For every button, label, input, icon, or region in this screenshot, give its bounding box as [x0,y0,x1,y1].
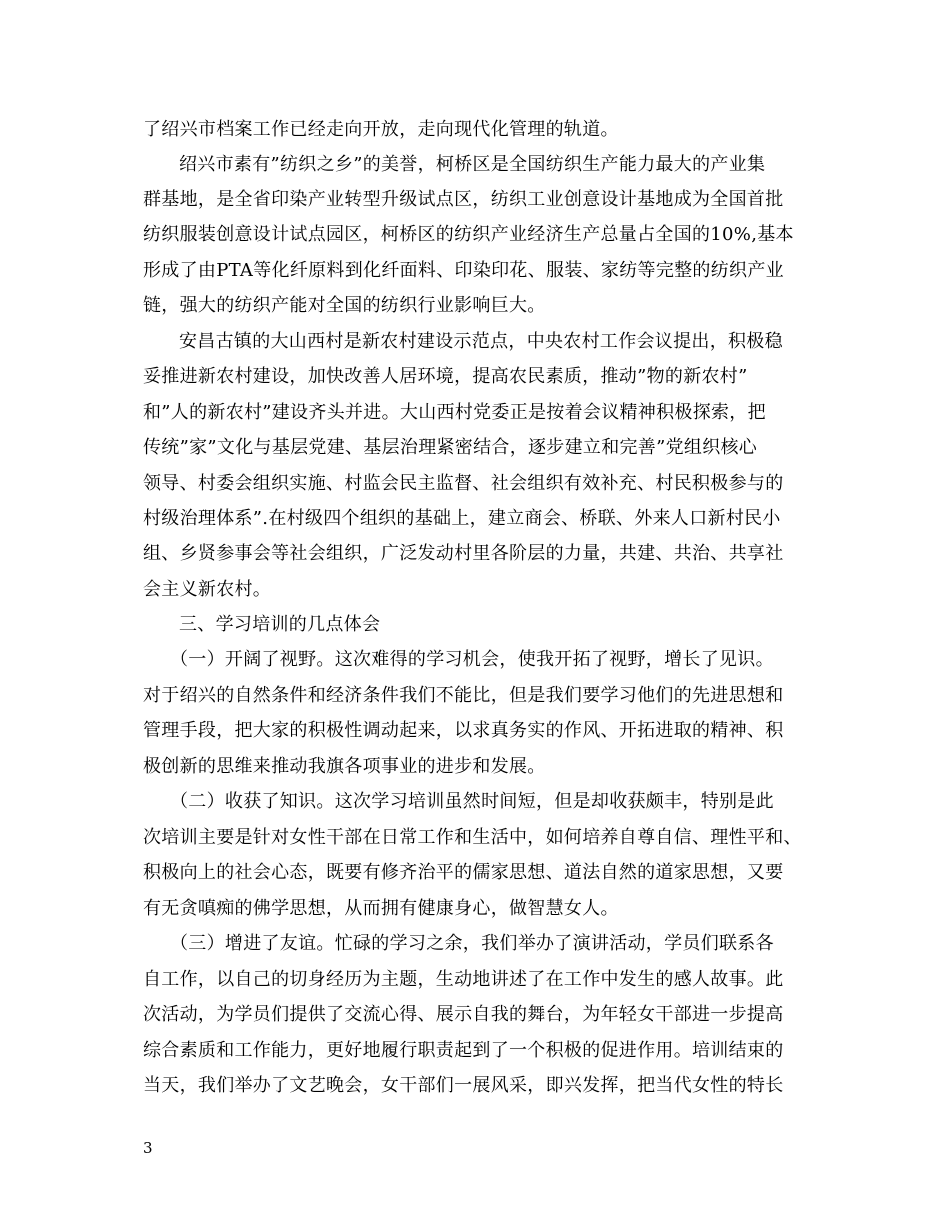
text-line: 纺织服装创意设计试点园区，柯桥区的纺织产业经济生产总量占全国的10%,基本 [143,224,794,245]
section-heading: 三、学习培训的几点体会 [179,614,381,635]
text-line: 链，强大的纺织产能对全国的纺织行业影响巨大。 [143,295,546,316]
text-line: 绍兴市素有”纺织之乡”的美誉，柯桥区是全国纺织生产能力最大的产业集 [179,154,766,175]
text-line: 了绍兴市档案工作已经走向开放，走向现代化管理的轨道。 [143,119,619,140]
text-line: 形成了由PTA等化纤原料到化纤面料、印染印花、服装、家纺等完整的纺织产业 [143,260,784,281]
text-line: 有无贪嗔痴的佛学思想，从而拥有健康身心，做智慧女人。 [143,898,619,919]
text-line: 和”人的新农村”建设齐头并进。大山西村党委正是按着会议精神积极探索，把 [143,402,766,423]
text-line: 当天，我们举办了文艺晚会，女干部们一展风采，即兴发挥，把当代女性的特长 [143,1075,784,1096]
text-line: 传统”家”文化与基层党建、基层治理紧密结合，逐步建立和完善”党组织核心 [143,437,758,458]
text-line: （三）增进了友谊。忙碌的学习之余，我们举办了演讲活动，学员们联系各 [170,933,774,954]
text-line: 村级治理体系”.在村级四个组织的基础上，建立商会、桥联、外来人口新村民小 [143,508,781,529]
text-line: 对于绍兴的自然条件和经济条件我们不能比，但是我们要学习他们的先进思想和 [143,685,784,706]
text-line: 组、乡贤参事会等社会组织，广泛发动村里各阶层的力量，共建、共治、共享社 [143,543,784,564]
text-line: 次活动，为学员们提供了交流心得、展示自我的舞台，为年轻女干部进一步提高 [143,1004,784,1025]
text-line: （二）收获了知识。这次学习培训虽然时间短，但是却收获颇丰，特别是此 [170,791,774,812]
text-line: 极创新的思维来推动我旗各项事业的进步和发展。 [143,756,546,777]
text-line: （一）开阔了视野。这次难得的学习机会，使我开拓了视野，增长了见识。 [170,649,774,670]
text-line: 综合素质和工作能力，更好地履行职责起到了一个积极的促进作用。培训结束的 [143,1040,784,1061]
text-line: 自工作，以自己的切身经历为主题，生动地讲述了在工作中发生的感人故事。此 [143,969,784,990]
text-line: 会主义新农村。 [143,579,272,600]
text-line: 次培训主要是针对女性干部在日常工作和生活中，如何培养自尊自信、理性平和、 [143,827,802,848]
text-line: 群基地，是全省印染产业转型升级试点区，纺织工业创意设计基地成为全国首批 [143,189,784,210]
text-line: 妥推进新农村建设，加快改善人居环境，提高农民素质，推动”物的新农村” [143,366,748,387]
page-number: 3 [143,1139,153,1157]
text-line: 积极向上的社会心态，既要有修齐治平的儒家思想、道法自然的道家思想，又要 [143,862,784,883]
text-line: 领导、村委会组织实施、村监会民主监督、社会组织有效补充、村民积极参与的 [143,473,784,494]
text-line: 管理手段，把大家的积极性调动起来，以求真务实的作风、开拓进取的精神、积 [143,720,784,741]
text-line: 安昌古镇的大山西村是新农村建设示范点，中央农村工作会议提出，积极稳 [179,331,783,352]
